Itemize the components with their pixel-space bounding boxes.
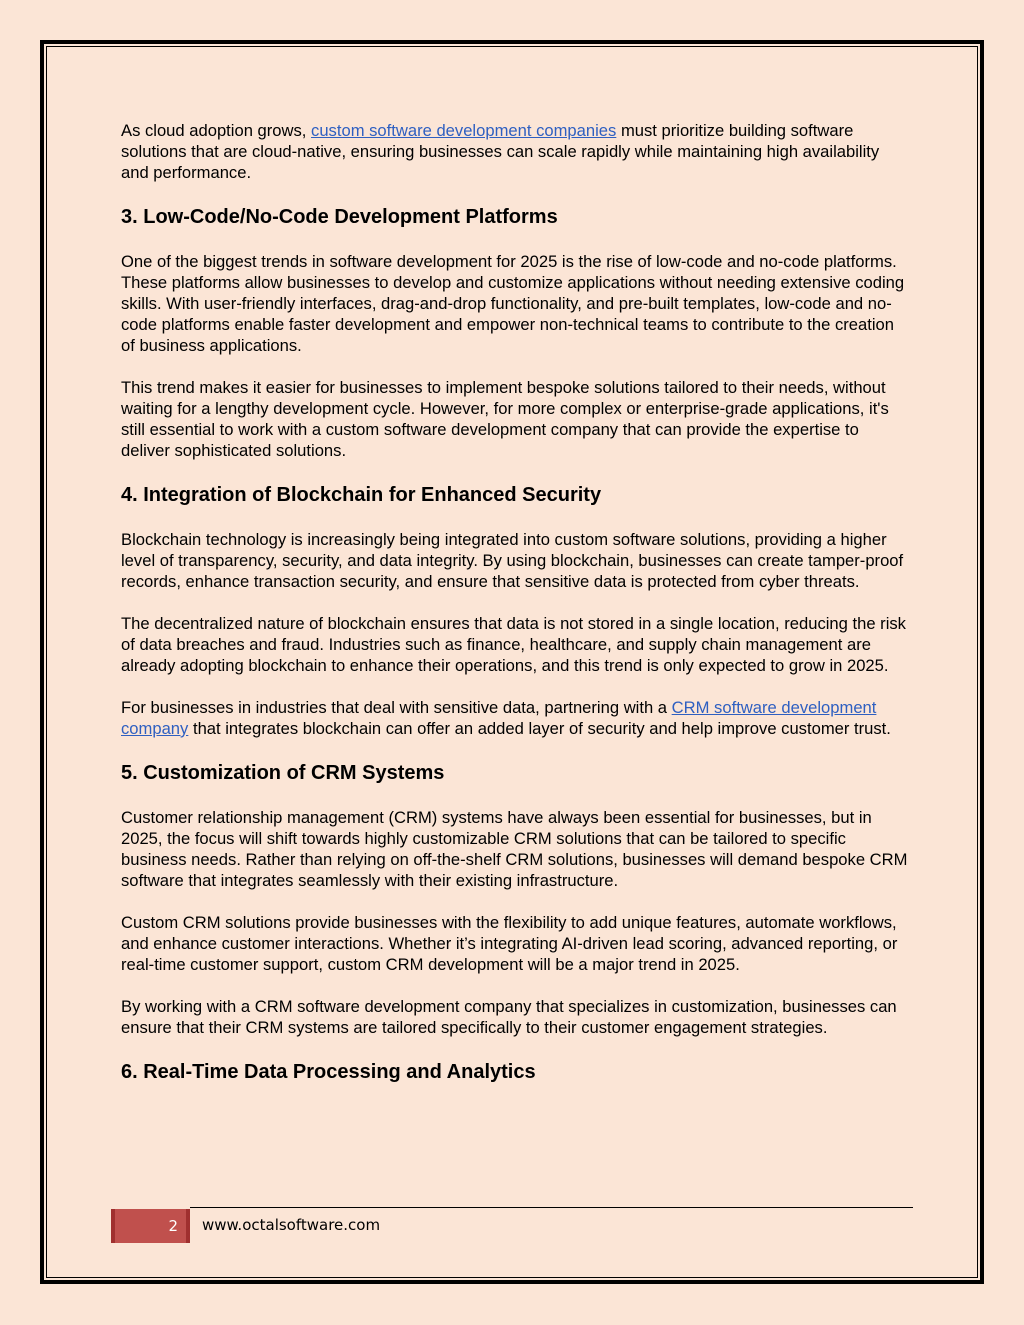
footer-divider	[190, 1207, 913, 1208]
crm-software-link[interactable]: CRM software development company	[121, 698, 877, 738]
section-5-paragraph-3: By working with a CRM software development company that specializes in customization, businesses can ensure that their CRM systems are tailored specifically to their customer engagement strategies.	[121, 997, 897, 1037]
section-5-paragraph-2: Custom CRM solutions provide businesses with the flexibility to add unique features, automate workflows, and enhance customer interactions. Whether it’s integrating AI-driven lead scoring, advanced reporting, or real-time customer support, custom CRM development will be a major trend in 2025.	[121, 913, 898, 974]
section-4-paragraph-1: Blockchain technology is increasingly being integrated into custom software solutions, providing a higher level of transparency, security, and data integrity. By using blockchain, businesses can create tamper-proof records, enhance transaction security, and ensure that sensitive data is protected from cyber threats.	[121, 530, 904, 591]
intro-paragraph: As cloud adoption grows, custom software development companies must prioritize building software solutions that are cloud-native, ensuring businesses can scale rapidly while maintaining high availability and performance.	[121, 121, 880, 182]
section-3-heading: 3. Low-Code/No-Code Development Platforms	[121, 206, 558, 228]
document-body	[121, 120, 911, 1106]
page-number: 2	[168, 1217, 178, 1235]
section-4-heading: 4. Integration of Blockchain for Enhanced Security	[121, 484, 602, 506]
custom-software-link[interactable]: custom software development companies	[311, 121, 617, 140]
section-3-paragraph-1: One of the biggest trends in software development for 2025 is the rise of low-code and no-code platforms. These platforms allow businesses to develop and customize applications without needing extensive coding skills. With user-friendly interfaces, drag-and-drop functionality, and pre-built templates, low-code and no-code platforms enable faster development and empower non-technical teams to contribute to the creation of business applications.	[121, 252, 905, 355]
section-3-paragraph-2: This trend makes it easier for businesses to implement bespoke solutions tailored to their needs, without waiting for a lengthy development cycle. However, for more complex or enterprise-grade applications, it's still essential to work with a custom software development company that can provide the expertise to deliver sophisticated solutions.	[121, 378, 889, 460]
page-number-box	[111, 1209, 190, 1243]
section-5-paragraph-1: Customer relationship management (CRM) systems have always been essential for businesses, but in 2025, the focus will shift towards highly customizable CRM solutions that can be tailored to specific business needs. Rather than relying on off-the-shelf CRM solutions, businesses will demand bespoke CRM software that integrates seamlessly with their existing infrastructure.	[121, 808, 908, 890]
section-6-heading: 6. Real-Time Data Processing and Analytics	[121, 1061, 536, 1083]
section-4-paragraph-3: For businesses in industries that deal with sensitive data, partnering with a CRM software development company that integrates blockchain can offer an added layer of security and help improve customer trust.	[121, 698, 891, 738]
section-5-heading: 5. Customization of CRM Systems	[121, 762, 445, 784]
section-4-paragraph-2: The decentralized nature of blockchain ensures that data is not stored in a single location, reducing the risk of data breaches and fraud. Industries such as finance, healthcare, and supply chain management are already adopting blockchain to enhance their operations, and this trend is only expected to grow in 2025.	[121, 614, 906, 675]
footer-url: www.octalsoftware.com	[202, 1216, 381, 1234]
